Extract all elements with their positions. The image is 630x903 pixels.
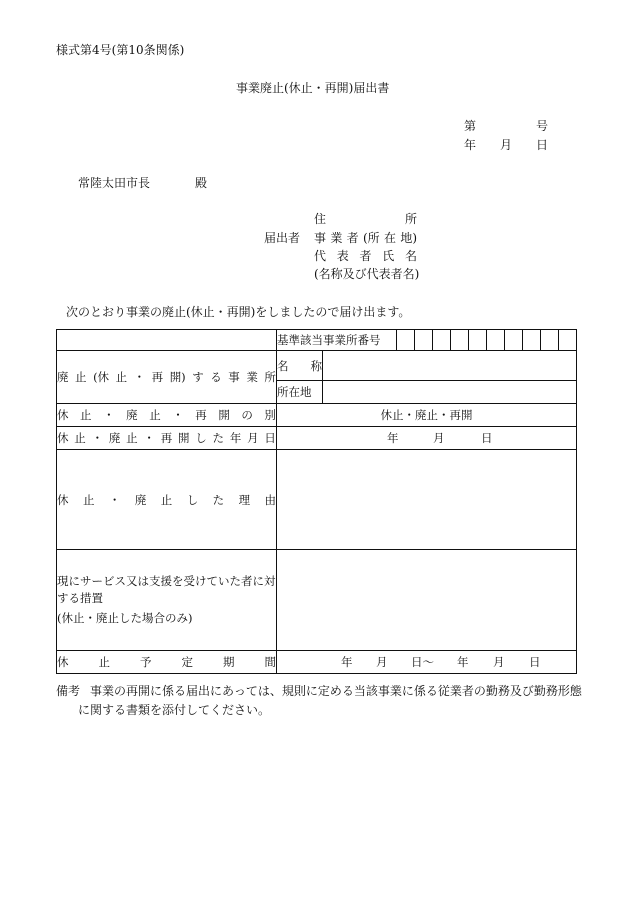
digit-box[interactable] [487,330,505,351]
period-year-1: 年 [341,655,353,669]
digit-box[interactable] [451,330,469,351]
measures-label-cell [57,550,277,651]
notification-table [56,329,577,674]
facility-location-label: 所在地 [277,381,323,404]
address-label: 住 所 [314,212,417,226]
type-value[interactable]: 休止・廃止・再開 [277,404,577,427]
facility-location-input[interactable] [323,381,577,404]
notifier-label: 届出者 [264,231,301,245]
date-label: 休 止 ・ 廃 止 ・ 再 開 し た 年 月 日 [57,431,276,445]
reason-input[interactable] [277,450,577,550]
period-row [57,651,577,674]
reason-label-cell [57,450,277,550]
period-value-cell[interactable] [277,651,577,674]
reference-number-row [57,330,577,351]
representative-note: (名称及び代表者名) [314,267,420,281]
facility-label: 廃 止 (休 止 ・ 再 開) す る 事 業 所 [57,370,276,384]
form-number: 様式第4号(第10条関係) [56,43,185,57]
facility-name-label: 名 称 [277,358,322,373]
representative-label: 代 表 者 氏 名 [314,249,417,263]
remarks-text-line-1: 事業の再開に係る届出にあっては、規則に定める当該事業に係る従業者の勤務及び勤務形態 [90,684,582,698]
remarks-label: 備考 [56,684,81,698]
digit-box[interactable] [397,330,415,351]
period-year-2: 年 [457,655,469,669]
reason-row [57,450,577,550]
addressee-honorific: 殿 [195,176,208,190]
type-label-cell [57,404,277,427]
digit-box[interactable] [415,330,433,351]
period-month-2: 月 [493,655,505,669]
measures-row [57,550,577,651]
period-month-1: 月 [376,655,388,669]
addressee-name: 常陸太田市長 [78,176,151,190]
business-label: 事 業 者 (所 在 地) [314,231,417,245]
period-label: 休 止 予 定 期 間 [57,655,276,669]
period-day-1: 日〜 [411,655,434,669]
remarks-text-line-2: に関する書類を添付してください。 [78,703,271,717]
date-value-day: 日 [481,431,493,445]
digit-box[interactable] [541,330,559,351]
date-month-label: 月 [500,138,513,152]
date-value-year: 年 [387,431,399,445]
facility-name-input[interactable] [323,351,577,381]
date-value-cell[interactable] [277,427,577,450]
facility-name-row [57,351,577,381]
measures-input[interactable] [277,550,577,651]
measures-label: 現にサービス又は支援を受けていた者に対する措置 [57,574,276,605]
blank-cell [57,330,277,351]
date-row [57,427,577,450]
facility-label-cell [57,351,277,404]
facility-name-label-cell [277,351,323,381]
digit-box[interactable] [433,330,451,351]
date-day-label: 日 [536,138,549,152]
date-year-label: 年 [464,138,477,152]
period-label-cell [57,651,277,674]
reason-label: 休 止 ・ 廃 止 し た 理 由 [57,492,276,507]
digit-box[interactable] [523,330,541,351]
document-title: 事業廃止(休止・再開)届出書 [236,81,390,95]
type-row [57,404,577,427]
doc-number-prefix: 第 [464,119,477,133]
digit-box[interactable] [505,330,523,351]
measures-note: (休止・廃止した場合のみ) [57,611,193,625]
doc-number-suffix: 号 [536,119,549,133]
date-label-cell [57,427,277,450]
digit-box[interactable] [559,330,577,351]
period-day-2: 日 [529,655,541,669]
intro-text: 次のとおり事業の廃止(休止・再開)をしましたので届け出ます。 [66,305,411,319]
date-value-month: 月 [433,431,445,445]
digit-box[interactable] [469,330,487,351]
type-label: 休 止 ・ 廃 止 ・ 再 開 の 別 [57,408,276,422]
reference-number-label: 基準該当事業所番号 [277,330,397,351]
